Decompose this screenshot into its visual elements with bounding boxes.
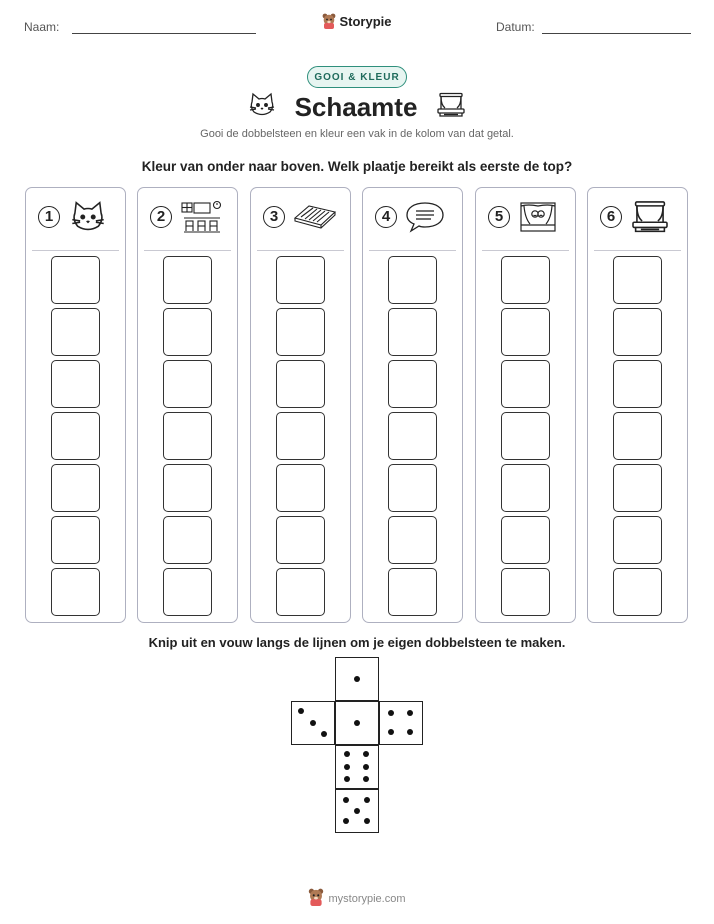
color-cell[interactable] [613,412,662,460]
activity-badge: GOOI & KLEUR [307,66,407,88]
dice-pip [298,708,304,714]
column-number: 4 [375,206,397,228]
color-cell[interactable] [388,516,437,564]
color-cell[interactable] [276,412,325,460]
color-cell[interactable] [501,568,550,616]
dice-pip [363,751,369,757]
color-cell[interactable] [613,256,662,304]
color-cell[interactable] [51,256,100,304]
dice-pip [343,797,349,803]
column-3 [250,187,351,623]
color-cell[interactable] [163,568,212,616]
color-cell[interactable] [276,360,325,408]
column-divider [482,250,569,251]
dice-pip [363,776,369,782]
color-cell[interactable] [388,412,437,460]
column-header [596,200,679,238]
page-title: Schaamte [294,92,418,122]
color-cell[interactable] [163,256,212,304]
dice-face-5 [335,789,379,833]
dice-pip [354,676,360,682]
color-cell[interactable] [613,516,662,564]
color-cell[interactable] [388,360,437,408]
speech-bubble-icon [405,200,449,236]
column-divider [369,250,456,251]
dice-pip [363,764,369,770]
color-cell[interactable] [276,308,325,356]
color-cell[interactable] [613,568,662,616]
color-cell[interactable] [276,568,325,616]
column-number: 1 [38,206,60,228]
column-number: 5 [488,206,510,228]
cat-icon [248,92,276,123]
cat-icon [68,200,112,236]
mat-icon [293,200,337,236]
dice-face-1 [335,701,379,745]
dice-pip [388,729,394,735]
color-cell[interactable] [388,464,437,512]
footer [0,888,714,909]
dice-pip [364,818,370,824]
brand-logo [0,13,714,32]
color-cell[interactable] [501,464,550,512]
column-header [259,200,342,238]
column-divider [257,250,344,251]
column-header [34,200,117,238]
color-cell[interactable] [51,568,100,616]
theater-icon [518,200,562,236]
color-cell[interactable] [388,256,437,304]
column-2 [137,187,238,623]
dice-pip [310,720,316,726]
dice-pip [344,776,350,782]
dice-pip [354,808,360,814]
dice-pip [407,710,413,716]
column-divider [594,250,681,251]
dice-pip [354,720,360,726]
footer-url[interactable]: mystorypie.com [328,893,406,905]
stage-icon [436,92,466,123]
color-cell[interactable] [613,308,662,356]
color-cell[interactable] [163,516,212,564]
dice-face-4 [379,701,423,745]
column-4 [362,187,463,623]
color-cell[interactable] [388,568,437,616]
column-1 [25,187,126,623]
color-cell[interactable] [51,360,100,408]
color-cell[interactable] [163,360,212,408]
dice-pip [343,818,349,824]
column-number: 2 [150,206,172,228]
classroom-icon [180,200,224,236]
dice-instruction: Knip uit en vouw langs de lijnen om je eigen dobbelsteen te maken. [148,635,566,650]
color-cell[interactable] [163,464,212,512]
bear-logo-icon [308,888,324,909]
color-cell[interactable] [51,516,100,564]
column-6 [587,187,688,623]
dice-face-6 [335,745,379,789]
dice-pip [364,797,370,803]
column-header [484,200,567,238]
dice-face-1 [335,657,379,701]
instruction-text: Kleur van onder naar boven. Welk plaatje bereikt als eerste de top? [141,159,573,174]
dice-pip [344,764,350,770]
color-cell[interactable] [613,464,662,512]
date-label: Datum: [496,20,535,34]
color-cell[interactable] [501,360,550,408]
column-divider [32,250,119,251]
color-cell[interactable] [388,308,437,356]
color-cell[interactable] [163,308,212,356]
subtitle: Gooi de dobbelsteen en kleur een vak in de kolom van dat getal. [200,128,514,140]
color-cell[interactable] [501,256,550,304]
stage-icon [630,200,674,236]
color-cell[interactable] [276,464,325,512]
color-cell[interactable] [501,308,550,356]
color-cell[interactable] [51,464,100,512]
column-number: 6 [600,206,622,228]
color-cell[interactable] [276,516,325,564]
color-cell[interactable] [613,360,662,408]
color-cell[interactable] [51,308,100,356]
dice-face-3 [291,701,335,745]
color-cell[interactable] [51,412,100,460]
column-number: 3 [263,206,285,228]
date-line[interactable] [542,33,691,34]
dice-pip [344,751,350,757]
color-cell[interactable] [501,412,550,460]
bear-logo-icon [322,13,336,32]
color-cell[interactable] [276,256,325,304]
color-cell[interactable] [163,412,212,460]
column-header [371,200,454,238]
dice-pip [407,729,413,735]
name-line[interactable] [72,33,256,34]
dice-pip [388,710,394,716]
dice-pip [321,731,327,737]
column-5 [475,187,576,623]
column-divider [144,250,231,251]
color-cell[interactable] [501,516,550,564]
column-header [146,200,229,238]
brand-name: Storypie [339,14,392,29]
title-row [0,92,714,123]
name-label: Naam: [24,20,60,34]
